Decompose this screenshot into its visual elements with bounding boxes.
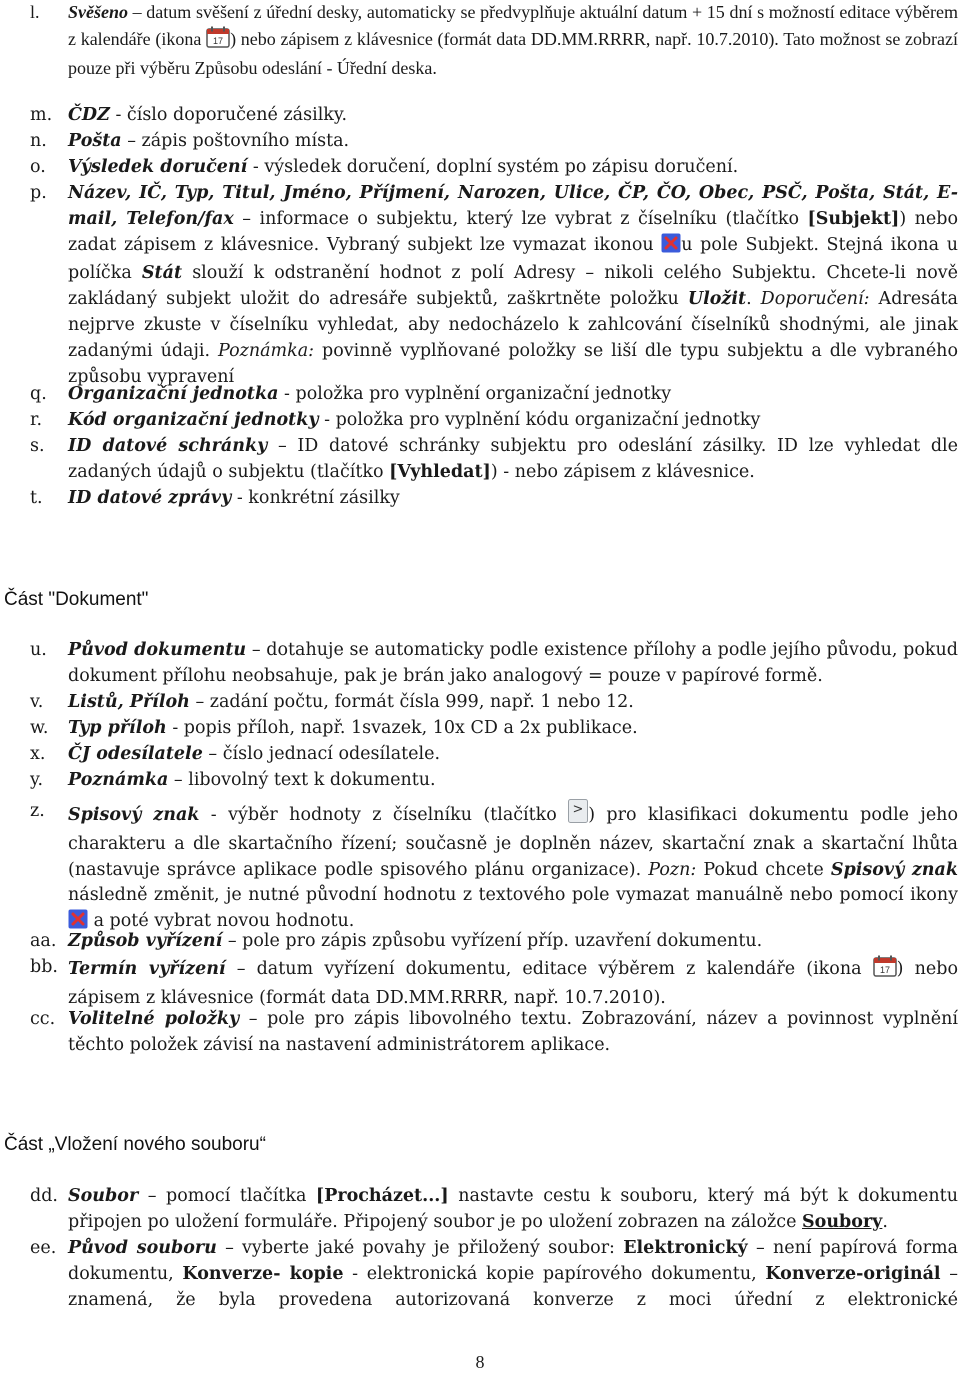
item-term: Svěšeno xyxy=(68,2,128,22)
item-text: ID datové zprávy - konkrétní zásilky xyxy=(68,488,400,508)
item-text: Kód organizační jednotky - položka pro vyplnění kódu organizační jednotky xyxy=(68,410,761,430)
item-term: ČDZ xyxy=(68,105,110,125)
item-marker: x. xyxy=(30,744,46,764)
item-text: Termín vyřízení – datum vyřízení dokumentu, editace výběrem z kalendáře (ikona 17 ) nebo zápisem z klávesnice (formát data DD.MM.RRRR, např. 10.7.2010). xyxy=(68,955,958,1012)
item-marker: m. xyxy=(30,105,53,125)
item-marker: aa. xyxy=(30,931,57,951)
list-item-v xyxy=(30,690,958,716)
item-marker: z. xyxy=(30,801,45,821)
item-term: Typ příloh xyxy=(68,718,167,738)
list-item-ee xyxy=(30,1236,958,1313)
item-term: Spisový znak xyxy=(68,805,200,825)
item-term: ID datové schránky xyxy=(68,436,268,456)
item-marker: bb. xyxy=(30,957,58,977)
item-marker: p. xyxy=(30,183,47,203)
item-text: Volitelné položky – pole pro zápis libovolného textu. Zobrazování, název a povinnost vyplnění těchto položek závisí na nastavení administrátorem aplikace. xyxy=(68,1009,958,1055)
calendar-icon[interactable] xyxy=(206,26,230,56)
item-text: Pošta – zápis poštovního místa. xyxy=(68,131,350,151)
list-item-z xyxy=(30,799,958,938)
item-marker: t. xyxy=(30,488,43,508)
list-item-w xyxy=(30,716,958,742)
item-marker: w. xyxy=(30,718,49,738)
item-term: Volitelné položky xyxy=(68,1009,240,1029)
section-heading-vlozeni-souboru: Část „Vložení nového souboru“ xyxy=(4,1134,266,1155)
item-marker: u. xyxy=(30,640,47,660)
item-marker: l. xyxy=(30,2,40,22)
item-term: Výsledek doručení xyxy=(68,157,248,177)
section-heading-dokument: Část "Dokument" xyxy=(4,589,149,610)
item-text: Organizační jednotka - položka pro vyplnění organizační jednotky xyxy=(68,384,672,404)
item-text: Původ souboru – vyberte jaké povahy je přiložený soubor: Elektronický – není papírová forma dokumentu, Konverze- kopie - elektronická kopie papírového dokumentu, Konverze-originál – znamená, že byla provedena autorizovaná konverze z moci úřední z elektronické xyxy=(68,1238,958,1310)
list-item-n xyxy=(30,129,958,155)
list-item-bb xyxy=(30,955,958,1012)
list-item-u xyxy=(30,638,958,690)
item-term: Způsob vyřízení xyxy=(68,931,223,951)
subjekt-button-label: [Subjekt] xyxy=(807,208,900,229)
list-item-m xyxy=(30,103,958,129)
item-marker: n. xyxy=(30,131,47,151)
item-text: ID datové schránky – ID datové schránky subjektu pro odeslání zásilky. ID lze vyhledat dle zadaných údajů o subjektu (tlačítko [Vyhledat]) - nebo zápisem z klávesnice. xyxy=(68,436,958,482)
item-term: Organizační jednotka xyxy=(68,384,279,404)
vyhledat-button-label: [Vyhledat] xyxy=(389,461,491,482)
calendar-icon[interactable] xyxy=(873,955,897,986)
item-term: Název, IČ, Typ, Titul, Jméno, Příjmení, Narozen, Ulice, ČP, ČO, Obec, PSČ, Pošta, Stát, E-mail, Telefon/fax xyxy=(68,183,958,229)
item-text: Výsledek doručení - výsledek doručení, doplní systém po zápisu doručení. xyxy=(68,157,739,177)
item-marker: s. xyxy=(30,436,45,456)
item-term: Kód organizační jednotky xyxy=(68,410,319,430)
item-marker: dd. xyxy=(30,1186,58,1206)
list-item-aa xyxy=(30,929,958,955)
item-marker: y. xyxy=(30,770,44,790)
list-item-t xyxy=(30,486,958,512)
item-text: Způsob vyřízení – pole pro zápis způsobu vyřízení příp. uzavření dokumentu. xyxy=(68,931,763,951)
select-arrow-icon[interactable] xyxy=(568,799,588,832)
item-marker: q. xyxy=(30,384,47,404)
item-marker: cc. xyxy=(30,1009,56,1029)
item-marker: ee. xyxy=(30,1238,57,1258)
item-term: Původ souboru xyxy=(68,1238,217,1258)
list-item-l xyxy=(30,0,958,81)
prochazet-button-label: [Procházet...] xyxy=(315,1186,449,1206)
item-term: Termín vyřízení xyxy=(68,959,226,979)
list-item-q xyxy=(30,382,958,408)
page-number: 8 xyxy=(475,1352,485,1372)
item-term: Původ dokumentu xyxy=(68,640,247,660)
list-item-x xyxy=(30,742,958,768)
item-text: Soubor – pomocí tlačítka [Procházet...] nastavte cestu k souboru, který má být k dokumentu připojen po uložení formuláře. Připojený soubor je po uložení zobrazen na záložce Soubory. xyxy=(68,1186,958,1232)
item-text: Svěšeno – datum svěšení z úřední desky, automaticky se předvyplňuje aktuální datum + 15 dní s možností editace výběrem z kalendáře (ikona 17 ) nebo zápisem z klávesnice (formát data DD.MM.RRRR, např. 10.7.2010). Tato možnost se zobrazí pouze při výběru Způsobu odeslání - Úřední deska. xyxy=(68,2,958,78)
item-text: Poznámka – libovolný text k dokumentu. xyxy=(68,770,436,790)
item-marker: r. xyxy=(30,410,43,430)
item-marker: o. xyxy=(30,157,46,177)
list-item-y xyxy=(30,768,958,794)
svg-text:17: 17 xyxy=(213,35,224,46)
item-text: Spisový znak - výběr hodnoty z číselníku (tlačítko > ) pro klasifikaci dokumentu podle jeho charakteru a dle skartačního řízení; současně je doplněn název, skartační znak a skartační lhůta (nastavuje správce aplikace podle spisového plánu organizace). Pozn: Pokud chcete Spisový znak následně změnit, je nutné původní hodnotu z textového pole vymazat manuálně nebo pomocí ikony a poté vybrat novou hodnotu. xyxy=(68,799,958,938)
item-term: Listů, Příloh xyxy=(68,692,190,712)
list-item-s xyxy=(30,434,958,486)
list-item-cc xyxy=(30,1007,958,1059)
item-text: ČJ odesílatele – číslo jednací odesílatele. xyxy=(68,744,441,764)
svg-text:17: 17 xyxy=(879,965,890,975)
item-text: Listů, Příloh – zadání počtu, formát čísla 999, např. 1 nebo 12. xyxy=(68,692,634,712)
list-item-p xyxy=(30,181,958,390)
item-term: Soubor xyxy=(68,1186,139,1206)
item-text: Typ příloh - popis příloh, např. 1svazek, 10x CD a 2x publikace. xyxy=(68,718,638,738)
item-text: ČDZ - číslo doporučené zásilky. xyxy=(68,105,348,125)
item-text: Původ dokumentu – dotahuje se automaticky podle existence přílohy a podle jejího původu, pokud dokument přílohu neobsahuje, pak je brán jako analogový = pouze v papírové formě. xyxy=(68,640,959,686)
item-text: Název, IČ, Typ, Titul, Jméno, Příjmení, Narozen, Ulice, ČP, ČO, Obec, PSČ, Pošta, Stát, E-mail, Telefon/fax – informace o subjektu, který lze vybrat z číselníku (tlačítko [Subjekt]) nebo zadat zápisem z klávesnice. Vybraný subjekt lze vymazat ikonou u pole Subjekt. Stejná ikona u políčka Stát slouží k odstranění hodnot z polí Adresy – nikoli celého Subjektu. Chcete-li nově zakládaný subjekt uložit do adresáře subjektů, zaškrtněte položku Uložit. Doporučení: Adresáta nejprve zkuste v číselníku vyhledat, aby nedocházelo k zahlcování číselníků shodnými, ale jinak zadanými údaji. Poznámka: povinně vyplňované položky se liší dle typu subjektu a dle vybraného způsobu vypravení xyxy=(68,183,958,387)
list-item-r xyxy=(30,408,958,434)
item-marker: v. xyxy=(30,692,44,712)
item-term: ID datové zprávy xyxy=(68,488,232,508)
list-item-dd xyxy=(30,1184,958,1236)
svg-text:>: > xyxy=(572,802,584,817)
item-term: ČJ odesílatele xyxy=(68,744,203,764)
list-item-o xyxy=(30,155,958,181)
soubory-tab-link[interactable]: Soubory xyxy=(802,1211,883,1232)
delete-x-icon[interactable] xyxy=(661,233,681,262)
item-term: Poznámka xyxy=(68,770,169,790)
item-term: Pošta xyxy=(68,131,122,151)
